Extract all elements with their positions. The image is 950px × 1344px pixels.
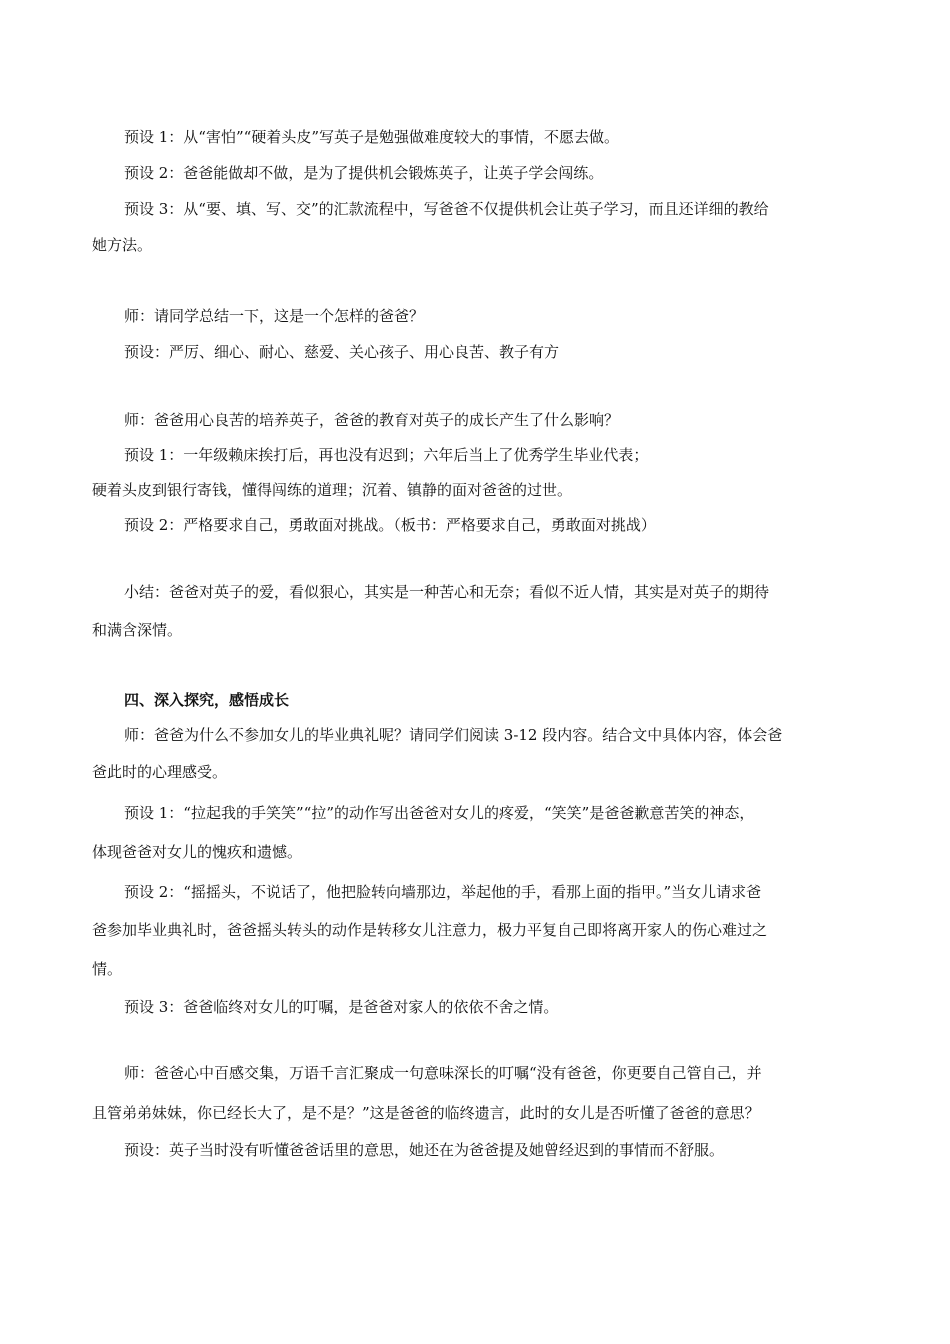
teacher-question-4: 师：爸爸心中百感交集，万语千言汇聚成一句意味深长的叮嘱“没有爸爸，你更要自己管自己，并 [124, 1064, 762, 1082]
preset-answer-3b-cont2: 情。 [92, 960, 123, 978]
preset-3-line: 预设 3：从“要、填、写、交”的汇款流程中，写爸爸不仅提供机会让英子学习，而且还详细的教给 [124, 200, 769, 218]
preset-answer-3b-cont: 爸参加毕业典礼时，爸爸摇头转头的动作是转移女儿注意力，极力平复自己即将离开家人的伤心难过之 [92, 921, 768, 939]
preset-answer-2a: 预设 1：一年级赖床挨打后，再也没有迟到；六年后当上了优秀学生毕业代表； [124, 446, 649, 464]
preset-2-line: 预设 2：爸爸能做却不做，是为了提供机会锻炼英子，让英子学会闯练。 [124, 164, 604, 182]
preset-1-line: 预设 1：从“害怕”“硬着头皮”写英子是勉强做难度较大的事情，不愿去做。 [124, 128, 619, 146]
summary-line-cont: 和满含深情。 [92, 621, 183, 639]
preset-answer-1: 预设：严厉、细心、耐心、慈爱、关心孩子、用心良苦、教子有方 [124, 343, 560, 361]
preset-3-line-cont: 她方法。 [92, 236, 153, 254]
preset-answer-2a-cont: 硬着头皮到银行寄钱，懂得闯练的道理；沉着、镇静的面对爸爸的过世。 [92, 481, 573, 499]
teacher-question-2: 师：爸爸用心良苦的培养英子，爸爸的教育对英子的成长产生了什么影响？ [124, 411, 620, 429]
preset-answer-3c: 预设 3：爸爸临终对女儿的叮嘱，是爸爸对家人的依依不舍之情。 [124, 998, 559, 1016]
teacher-question-4-cont: 且管弟弟妹妹，你已经长大了，是不是？”这是爸爸的临终遗言，此时的女儿是否听懂了爸爸的意思？ [92, 1104, 760, 1122]
teacher-question-3: 师：爸爸为什么不参加女儿的毕业典礼呢？请同学们阅读 3-12 段内容。结合文中具体内容，体会爸 [124, 726, 783, 744]
preset-answer-4: 预设：英子当时没有听懂爸爸话里的意思，她还在为爸爸提及她曾经迟到的事情而不舒服。 [124, 1141, 725, 1159]
preset-answer-3a: 预设 1：“拉起我的手笑笑”“拉”的动作写出爸爸对女儿的疼爱，“笑笑”是爸爸歉意苦笑的神态， [124, 804, 755, 822]
teacher-question-1: 师：请同学总结一下，这是一个怎样的爸爸？ [124, 307, 425, 325]
summary-line: 小结：爸爸对英子的爱，看似狠心，其实是一种苦心和无奈；看似不近人情，其实是对英子的期待 [124, 583, 770, 601]
teacher-question-3-cont: 爸此时的心理感受。 [92, 763, 228, 781]
preset-answer-2b: 预设 2：严格要求自己，勇敢面对挑战。（板书：严格要求自己，勇敢面对挑战） [124, 516, 656, 534]
preset-answer-3a-cont: 体现爸爸对女儿的愧疚和遗憾。 [92, 843, 303, 861]
preset-answer-3b: 预设 2：“摇摇头，不说话了，他把脸转向墙那边，举起他的手，看那上面的指甲。”当女儿请求爸 [124, 883, 762, 901]
section-heading: 四、深入探究，感悟成长 [124, 691, 290, 709]
